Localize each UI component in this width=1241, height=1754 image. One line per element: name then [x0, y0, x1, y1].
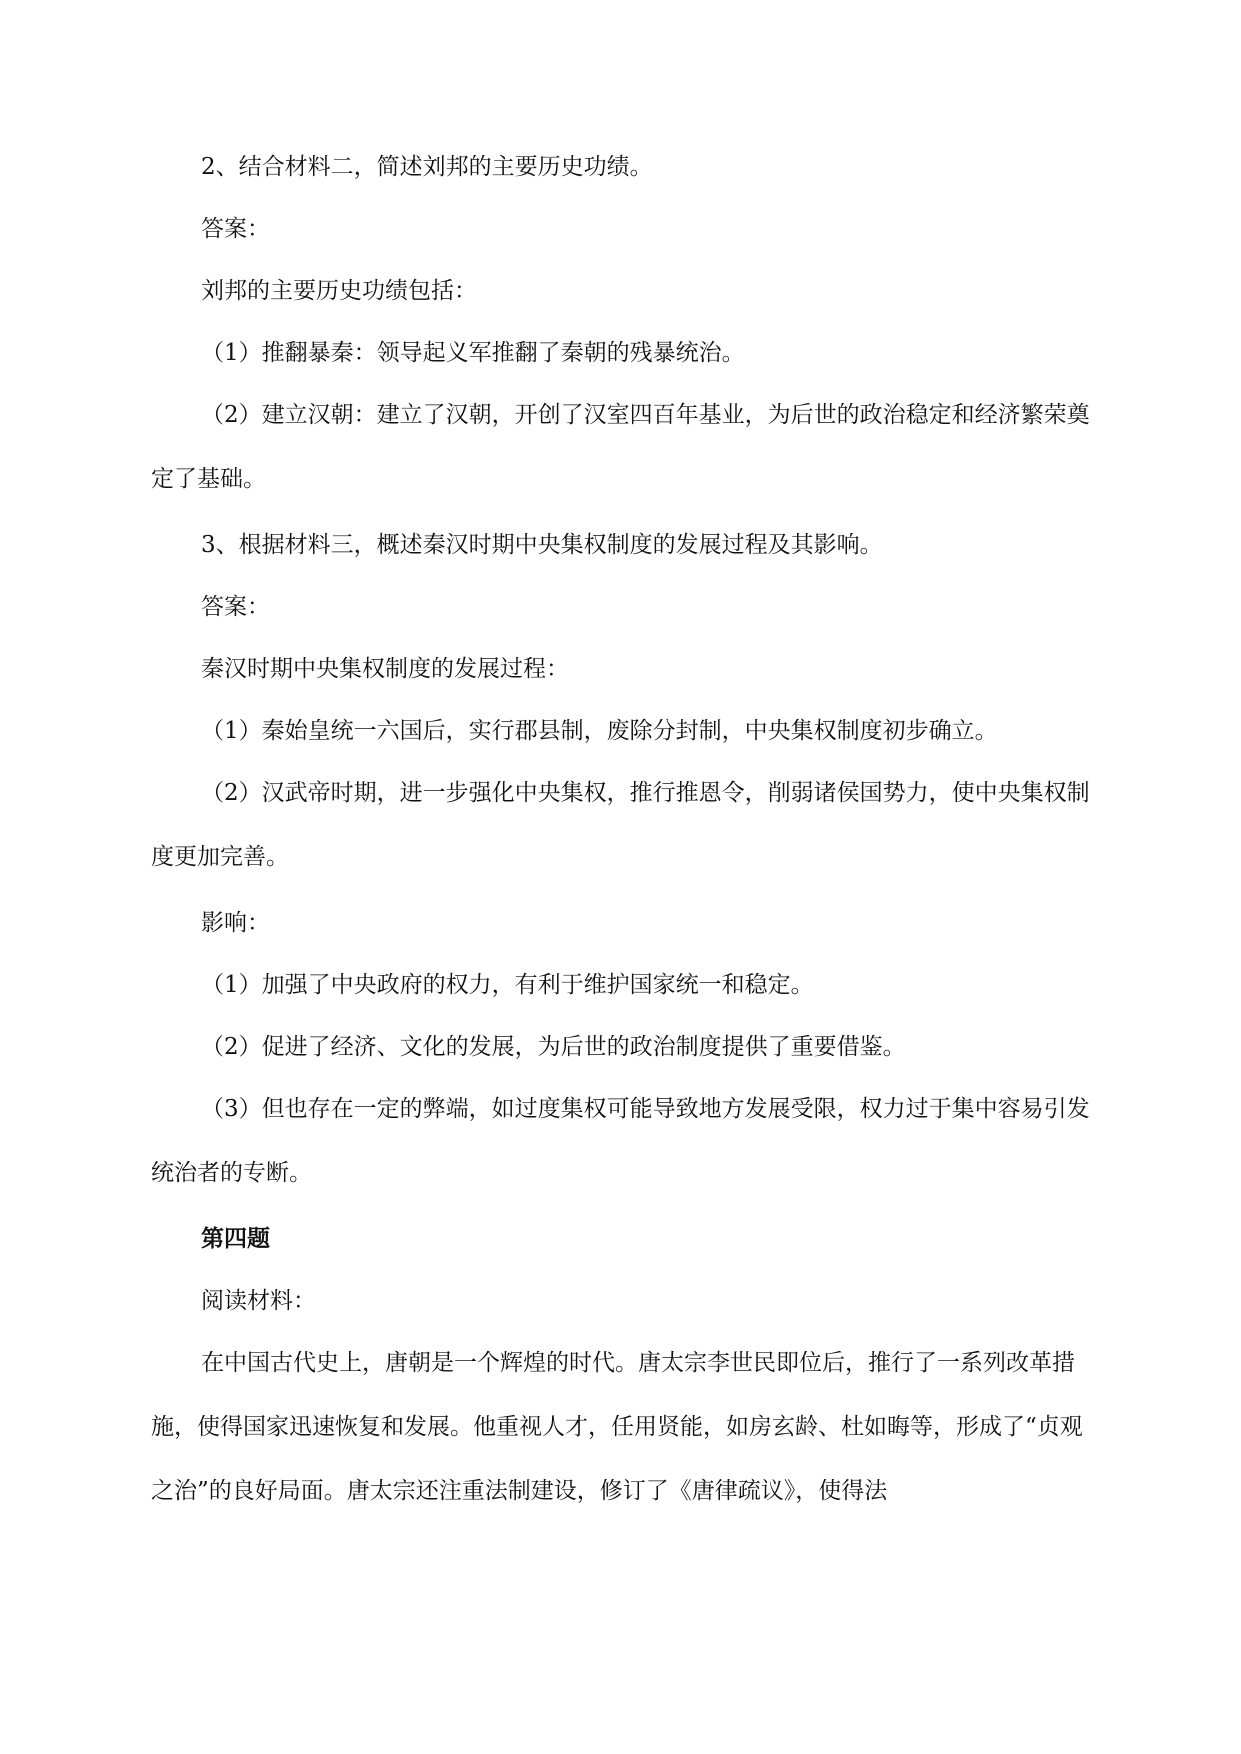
influence-point: （3）但也存在一定的弊端，如过度集权可能导致地方发展受限，权力过于集中容易引发统治者的专断。: [151, 1096, 1090, 1186]
answer-point: （2）建立汉朝：建立了汉朝，开创了汉室四百年基业，为后世的政治稳定和经济繁荣奠定了基础。: [151, 402, 1090, 492]
question-3: 3、根据材料三，概述秦汉时期中央集权制度的发展过程及其影响。: [201, 532, 883, 558]
answer-label: 答案：: [201, 216, 270, 242]
section-heading: 第四题: [201, 1225, 270, 1252]
answer-point: （1）秦始皇统一六国后，实行郡县制，废除分封制，中央集权制度初步确立。: [201, 718, 998, 744]
reading-material: 在中国古代史上，唐朝是一个辉煌的时代。唐太宗李世民即位后，推行了一系列改革措施，使得国家迅速恢复和发展。他重视人才，任用贤能，如房玄龄、杜如晦等，形成了“贞观之治”的良好局面。唐太宗还注重法制建设，修订了《唐律疏议》，使得法: [151, 1350, 1083, 1504]
influence-label: 影响：: [201, 910, 270, 936]
question-2: 2、结合材料二，简述刘邦的主要历史功绩。: [201, 154, 653, 180]
influence-point: （2）促进了经济、文化的发展，为后世的政治制度提供了重要借鉴。: [201, 1034, 906, 1060]
answer-point: （1）推翻暴秦：领导起义军推翻了秦朝的残暴统治。: [201, 340, 745, 366]
reading-label: 阅读材料：: [201, 1288, 316, 1314]
answer-intro: 刘邦的主要历史功绩包括：: [201, 278, 477, 304]
answer-point: （2）汉武帝时期，进一步强化中央集权，推行推恩令，削弱诸侯国势力，使中央集权制度更加完善。: [151, 780, 1090, 870]
answer-intro: 秦汉时期中央集权制度的发展过程：: [201, 656, 569, 682]
answer-label: 答案：: [201, 594, 270, 620]
influence-point: （1）加强了中央政府的权力，有利于维护国家统一和稳定。: [201, 972, 814, 998]
